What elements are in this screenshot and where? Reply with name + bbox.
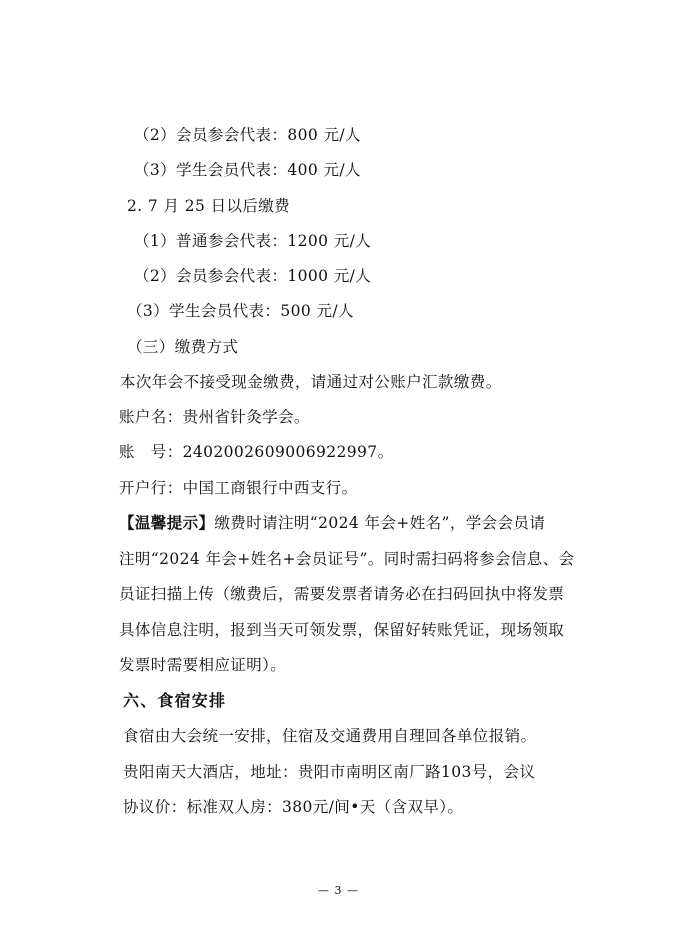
fee-after-general: （1）普通参会代表：1200 元/人	[134, 232, 372, 250]
fee-after-heading: 2. 7 月 25 日以后缴费	[127, 197, 291, 215]
payment-intro: 本次年会不接受现金缴费，请通过对公账户汇款缴费。	[120, 373, 502, 391]
tip-line-3: 员证扫描上传（缴费后，需要发票者请务必在扫码回执中将发票	[119, 585, 565, 603]
page-number: — 3 —	[318, 884, 359, 897]
fee-student-line: （3）学生会员代表：400 元/人	[134, 161, 361, 179]
fee-member-line: （2）会员参会代表：800 元/人	[134, 126, 361, 144]
payment-heading: （三）缴费方式	[127, 338, 239, 356]
lodging-heading: 六、食宿安排	[123, 691, 227, 710]
lodging-line-3: 协议价：标准双人房：380元/间•天（含双早）。	[123, 798, 464, 816]
fee-after-student: （3）学生会员代表：500 元/人	[127, 302, 354, 320]
fee-after-member: （2）会员参会代表：1000 元/人	[134, 267, 372, 285]
tip-text-1: 缴费时请注明“2024 年会+姓名”，学会会员请	[214, 514, 546, 532]
tip-line-4: 具体信息注明，报到当天可领发票，保留好转账凭证，现场领取	[119, 621, 565, 639]
account-number: 账 号：2402002609006922997。	[119, 443, 394, 461]
tip-label: 【温馨提示】	[119, 513, 215, 532]
account-name: 账户名：贵州省针灸学会。	[119, 408, 310, 426]
tip-line-1	[119, 512, 545, 534]
bank-name: 开户行：中国工商银行中西支行。	[119, 479, 358, 497]
tip-line-5: 发票时需要相应证明）。	[119, 656, 287, 674]
lodging-line-2: 贵阳南天大酒店，地址：贵阳市南明区南厂路103号，会议	[123, 763, 536, 781]
lodging-line-1: 食宿由大会统一安排，住宿及交通费用自理回各单位报销。	[123, 727, 537, 745]
tip-line-2: 注明“2024 年会+姓名+会员证号”。同时需扫码将参会信息、会	[119, 550, 575, 568]
